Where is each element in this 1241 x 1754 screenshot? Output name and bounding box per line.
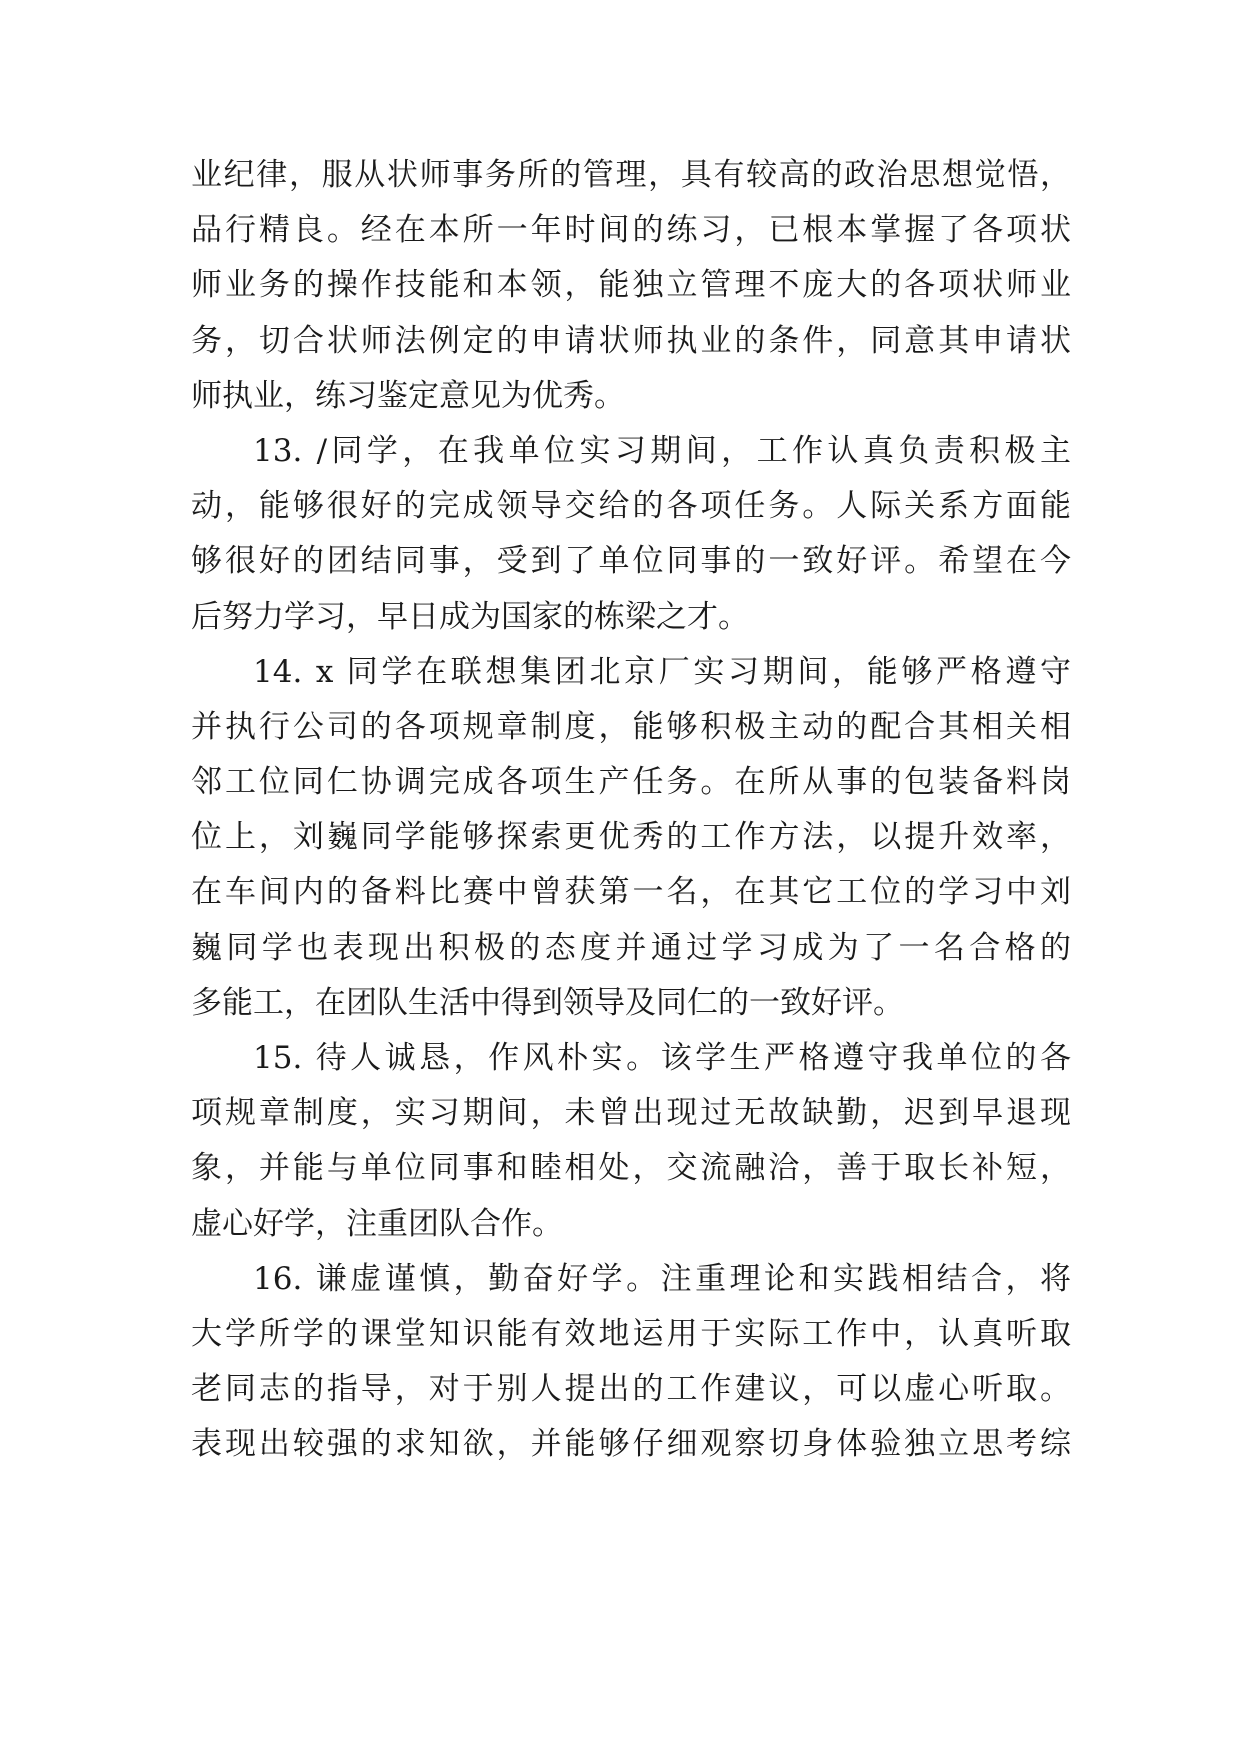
- text-line: 动，能够很好的完成领导交给的各项任务。人际关系方面能: [191, 488, 1071, 525]
- text-line: 表现出较强的求知欲，并能够仔细观察切身体验独立思考综: [191, 1426, 1071, 1463]
- text-line: 在车间内的备料比赛中曾获第一名，在其它工位的学习中刘: [191, 874, 1071, 911]
- text-line: 后努力学习，早日成为国家的栋梁之才。: [191, 598, 749, 635]
- paragraph-13: [191, 424, 1071, 645]
- text-line: 项规章制度，实习期间，未曾出现过无故缺勤，迟到早退现: [191, 1095, 1071, 1132]
- text-line: 老同志的指导，对于别人提出的工作建议，可以虚心听取。: [191, 1371, 1071, 1408]
- text-line: 师执业，练习鉴定意见为优秀。: [191, 377, 625, 414]
- text-line: 邻工位同仁协调完成各项生产任务。在所从事的包装备料岗: [191, 764, 1071, 801]
- text-line: 14. x 同学在联想集团北京厂实习期间，能够严格遵守: [253, 653, 1071, 690]
- text-line: 业纪律，服从状师事务所的管理，具有较高的政治思想觉悟，: [191, 157, 1071, 193]
- text-line: 13. /同学，在我单位实习期间，工作认真负责积极主: [253, 432, 1071, 469]
- text-line: 16. 谦虚谨慎，勤奋好学。注重理论和实践相结合，将: [253, 1260, 1071, 1297]
- text-line: 象，并能与单位同事和睦相处，交流融洽，善于取长补短，: [191, 1150, 1071, 1187]
- text-line: 师业务的操作技能和本领，能独立管理不庞大的各项状师业: [191, 267, 1071, 304]
- text-line: 15. 待人诚恳，作风朴实。该学生严格遵守我单位的各: [253, 1040, 1071, 1076]
- paragraph-14: [191, 645, 1071, 1031]
- paragraph-15: [191, 1031, 1071, 1252]
- text-line: 虚心好学，注重团队合作。: [191, 1205, 563, 1242]
- document-body: [191, 148, 1071, 1473]
- text-line: 位上，刘巍同学能够探索更优秀的工作方法，以提升效率，: [191, 819, 1071, 856]
- text-line: 巍同学也表现出积极的态度并通过学习成为了一名合格的: [191, 929, 1071, 966]
- text-line: 大学所学的课堂知识能有效地运用于实际工作中，认真听取: [191, 1315, 1071, 1352]
- text-line: 多能工，在团队生活中得到领导及同仁的一致好评。: [191, 984, 904, 1021]
- text-line: 品行精良。经在本所一年时间的练习，已根本掌握了各项状: [191, 212, 1071, 249]
- text-line: 够很好的团结同事，受到了单位同事的一致好评。希望在今: [191, 543, 1071, 580]
- text-line: 并执行公司的各项规章制度，能够积极主动的配合其相关相: [191, 708, 1071, 745]
- text-line: 务，切合状师法例定的申请状师执业的条件，同意其申请状: [191, 322, 1071, 359]
- paragraph-continuation: [191, 148, 1071, 424]
- paragraph-16: [191, 1252, 1071, 1473]
